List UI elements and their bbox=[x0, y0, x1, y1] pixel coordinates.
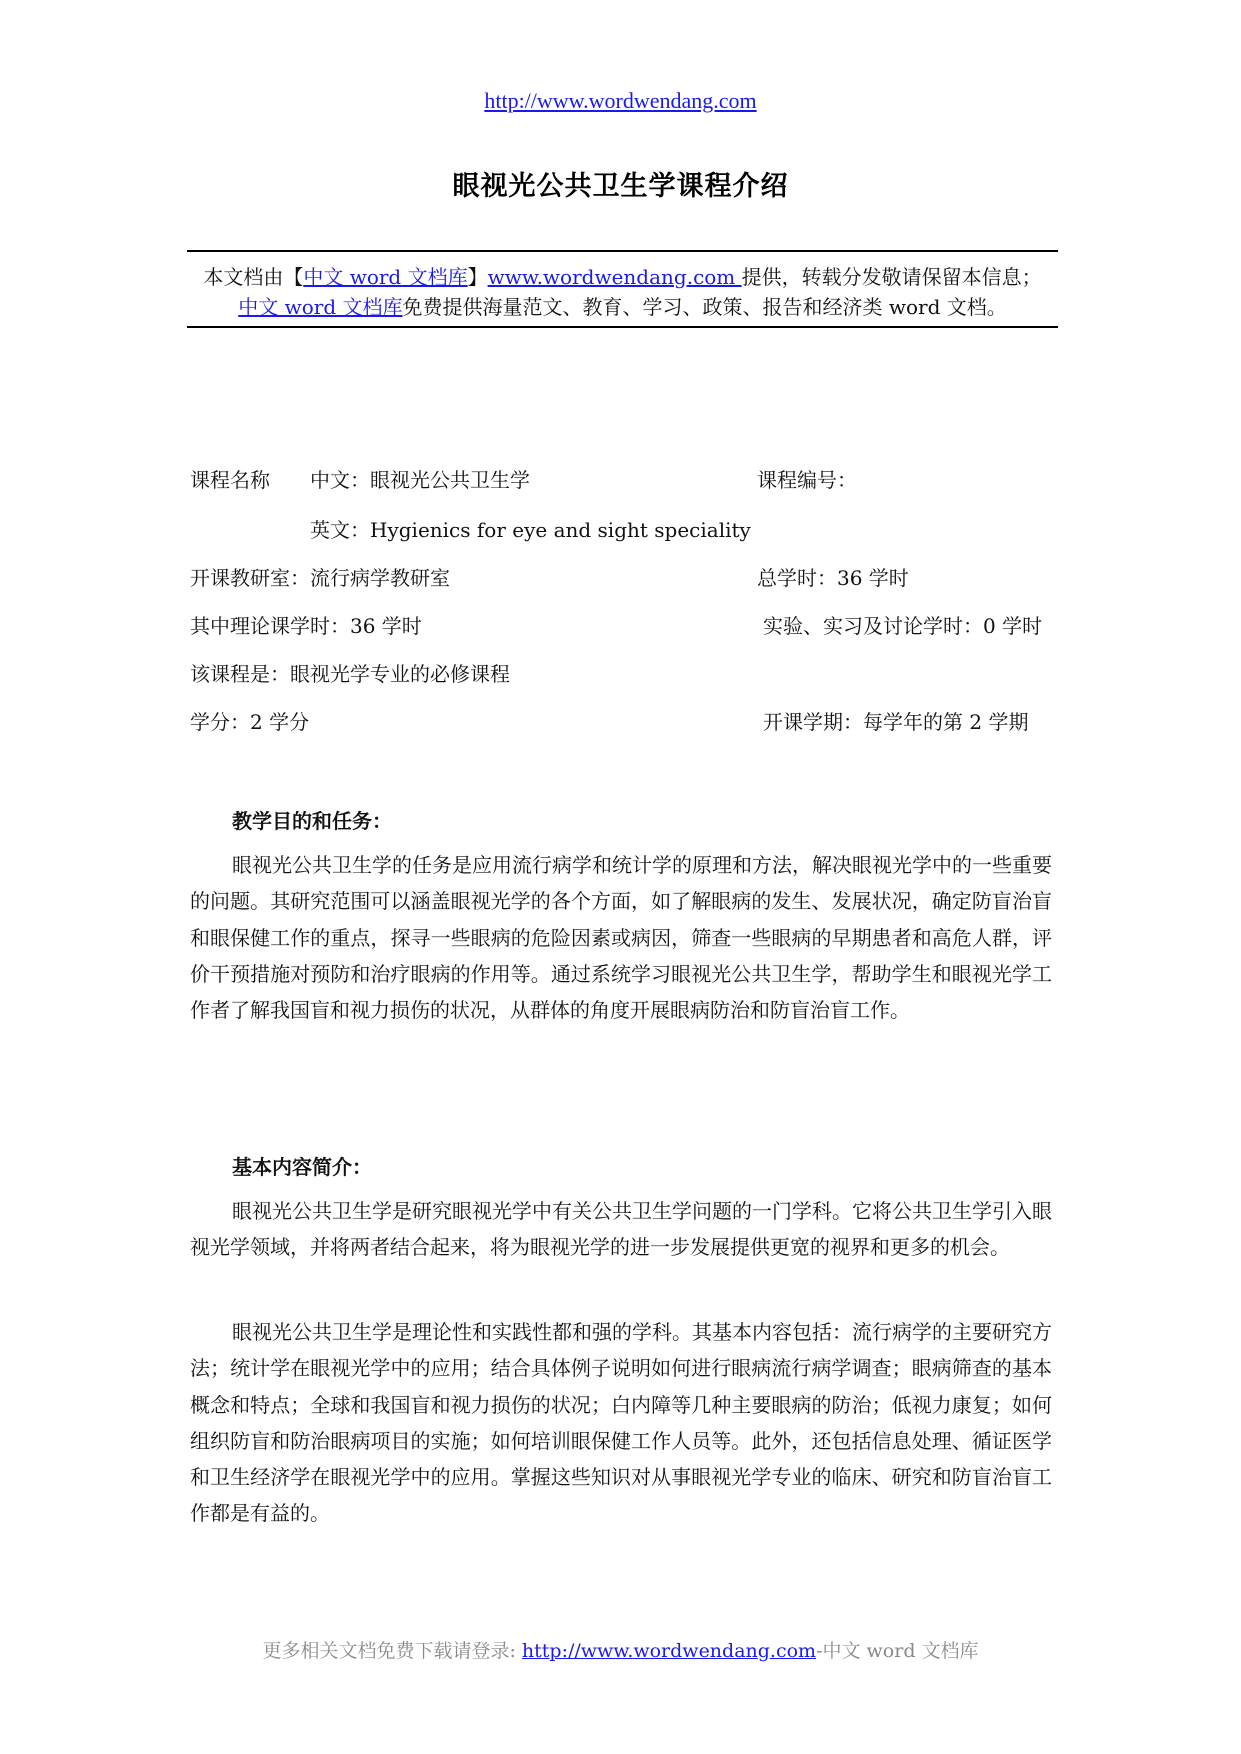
lab-hours: 实验、实习及讨论学时：0 学时 bbox=[763, 614, 1043, 638]
course-name-label: 课程名称 bbox=[190, 468, 270, 492]
library-link-2[interactable]: 中文 word 文档库 bbox=[238, 295, 403, 319]
footer-suffix: -中文 word 文档库 bbox=[816, 1640, 979, 1662]
content-paragraph-2: 眼视光公共卫生学是理论性和实践性都和强的学科。其基本内容包括：流行病学的主要研究方法；统计学在眼视光学中的应用；结合具体例子说明如何进行眼病流行病学调查；眼病筛查的基本概念和特点；全球和我国盲和视力损伤的状况；白内障等几种主要眼病的防治；低视力康复；如何组织防盲和防治眼病项目的实施；如何培训眼保健工作人员等。此外，还包括信息处理、循证医学和卫生经济学在眼视光学中的应用。掌握这些知识对从事眼视光学专业的临床、研究和防盲治盲工作都是有益的。 bbox=[190, 1320, 1052, 1526]
total-hours: 总学时：36 学时 bbox=[757, 566, 909, 590]
credits: 学分：2 学分 bbox=[190, 710, 310, 734]
content-paragraph-1: 眼视光公共卫生学是研究眼视光学中有关公共卫生学问题的一门学科。它将公共卫生学引入眼视光学领域，并将两者结合起来，将为眼视光学的进一步发展提供更宽的视界和更多的机会。 bbox=[190, 1199, 1052, 1260]
header-link[interactable]: http://www.wordwendang.com bbox=[484, 88, 757, 113]
notice-bracket: 】 bbox=[467, 265, 488, 289]
site-link[interactable]: www.wordwendang.com bbox=[487, 265, 742, 289]
notice-suffix: 提供，转载分发敬请保留本信息； bbox=[741, 265, 1042, 289]
course-type: 该课程是：眼视光学专业的必修课程 bbox=[190, 662, 510, 686]
theory-hours: 其中理论课学时：36 学时 bbox=[190, 614, 422, 638]
course-code-label: 课程编号： bbox=[757, 468, 857, 492]
content-heading: 基本内容简介： bbox=[232, 1155, 372, 1179]
course-name-cn: 中文：眼视光公共卫生学 bbox=[310, 468, 530, 492]
footer-link[interactable]: http://www.wordwendang.com bbox=[521, 1640, 817, 1662]
notice-line-1 bbox=[187, 261, 1058, 290]
course-name-en: 英文：Hygienics for eye and sight speciality bbox=[310, 518, 751, 542]
document-title: 眼视光公共卫生学课程介绍 bbox=[452, 171, 789, 202]
teaching-department: 开课教研室：流行病学教研室 bbox=[190, 566, 450, 590]
notice-line-2 bbox=[187, 291, 1058, 320]
notice-line2-suffix: 免费提供海量范文、教育、学习、政策、报告和经济类 word 文档。 bbox=[402, 295, 1007, 319]
objectives-heading: 教学目的和任务： bbox=[232, 809, 392, 833]
notice-box bbox=[187, 250, 1058, 328]
library-link[interactable]: 中文 word 文档库 bbox=[303, 265, 468, 289]
footer-prefix: 更多相关文档免费下载请登录: bbox=[262, 1640, 522, 1662]
footer bbox=[0, 1636, 1241, 1663]
objectives-paragraph: 眼视光公共卫生学的任务是应用流行病学和统计学的原理和方法，解决眼视光学中的一些重要的问题。其研究范围可以涵盖眼视光学的各个方面，如了解眼病的发生、发展状况，确定防盲治盲和眼保健工作的重点，探寻一些眼病的危险因素或病因，筛查一些眼病的早期患者和高危人群，评价干预措施对预防和治疗眼病的作用等。通过系统学习眼视光公共卫生学，帮助学生和眼视光学工作者了解我国盲和视力损伤的状况，从群体的角度开展眼病防治和防盲治盲工作。 bbox=[190, 853, 1052, 1023]
header-url bbox=[0, 88, 1241, 114]
semester: 开课学期：每学年的第 2 学期 bbox=[763, 710, 1029, 734]
notice-prefix: 本文档由【 bbox=[203, 265, 304, 289]
